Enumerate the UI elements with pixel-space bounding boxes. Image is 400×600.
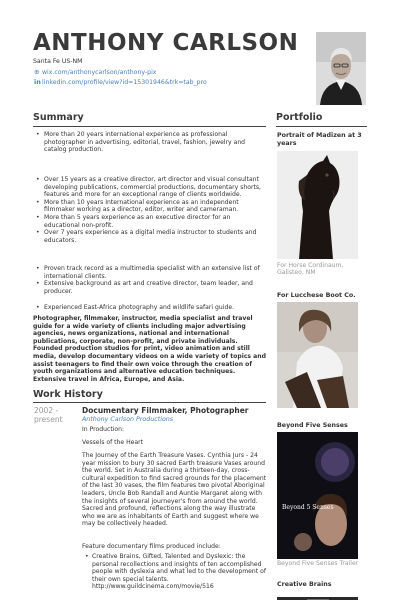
linkedin-icon: in	[34, 78, 41, 86]
location: Santa Fe US-NM	[33, 58, 83, 65]
feature-films-label: Feature documentary films produced include:	[82, 543, 221, 550]
summary-title: Summary	[33, 112, 84, 123]
summary-bullet: • Over 7 years experience as a digital media instructor to students and educators.	[33, 229, 266, 244]
globe-icon: ⊕	[34, 68, 40, 76]
summary-bullet: • Proven track record as a multimedia specialist with an extensive list of international clients.	[33, 265, 266, 280]
website-link[interactable]	[34, 68, 156, 76]
summary-list-2	[33, 176, 266, 244]
films-list	[82, 553, 267, 591]
job-dates: 2002 - present	[34, 406, 63, 424]
work-history-title: Work History	[33, 389, 103, 400]
portfolio-image-poster[interactable]	[277, 432, 358, 559]
film-item: • Creative Brains, Gifted, Talented and Dyslexic: the personal recollections and insights of ten accomplished people with dyslexia and what led to the development of their own special talents. http://www.guildcinema.com/movie/516	[82, 553, 267, 591]
summary-list-3	[33, 265, 266, 295]
profile-photo	[316, 32, 366, 105]
linkedin-text[interactable]: linkedin.com/profile/view?id=15301946&trk=tab_pro	[42, 79, 207, 86]
portfolio-caption-1: Portrait of Madizen at 3 years	[277, 132, 362, 147]
portfolio-title: Portfolio	[276, 112, 323, 123]
summary-bullet: • More than 20 years international experience as professional photographer in advertising, editorial, travel, fashion, jewelry and catalog production.	[33, 131, 266, 154]
summary-list-1	[33, 131, 266, 154]
portfolio-caption-2: For Lucchese Boot Co.	[277, 292, 356, 299]
summary-divider	[33, 126, 266, 127]
job-in-production: In Production:	[82, 426, 125, 433]
website-text[interactable]: wix.com/anthonycarlson/anthony-pix	[42, 69, 157, 76]
job-project: Vessels of the Heart	[82, 439, 144, 446]
portfolio-image-horse[interactable]	[277, 151, 358, 259]
summary-bullet: • More than 5 years experience as an executive director for an educational non-profit.	[33, 214, 266, 229]
poster-title: Beyond 5 Senses	[282, 504, 334, 511]
summary-bullet: • Experienced East-Africa photography and wildlife safari guide.	[33, 304, 266, 312]
portfolio-image-boots[interactable]	[277, 302, 358, 408]
summary-bullet: • Over 15 years as a creative director, art director and visual consultant developing publications, commercial productions, documentary shorts, features and more for an exceptional range of clients worldwide.	[33, 176, 266, 199]
portfolio-image-creative-brains[interactable]	[277, 591, 358, 600]
summary-bullet: • More than 10 years International experience as an independent filmmaker working as a director, editor, writer and cameraman.	[33, 199, 266, 214]
summary-bullet: • Extensive background as art and creative director, team leader, and producer.	[33, 280, 266, 295]
portfolio-caption-3: Beyond Five Senses	[277, 422, 348, 429]
portfolio-caption-4: Creative Brains	[277, 581, 332, 588]
summary-list-4	[33, 304, 266, 312]
work-history-divider	[33, 402, 266, 403]
job-description: The Journey of the Earth Treasure Vases. Cynthia Jurs - 24 year mission to bury 30 sacred Earth treasure Vases around the world. Set in Australia during a thirteen-day, cross-cultural expedition to find sacred grounds for the placement of the last 30 vases, the film features two pivotal Aboriginal leaders, Uncle Bob Randall and Auntie Margaret along with the insights of several journeyer's from around the world. Sacred and profound, reflections along the way illustrate who we are as inhabitants of Earth and suggest where we may be collectively headed.	[82, 452, 267, 528]
portfolio-subcaption-3: Beyond Five Senses Trailer	[277, 560, 359, 567]
linkedin-link[interactable]	[34, 78, 207, 86]
portfolio-subcaption-1: For Horse Cordinaum, Galisteo, NM	[277, 262, 344, 277]
job-title: Documentary Filmmaker, Photographer	[82, 406, 249, 415]
candidate-name: ANTHONY CARLSON	[33, 30, 299, 56]
job-company[interactable]: Anthony Carlson Productions	[82, 416, 174, 423]
summary-paragraph: Photographer, filmmaker, instructor, media specialist and travel guide for a wide variety of clients including major advertising agencies, news organizations, national and international publications, corporate, non-profit, and private individuals. Founded production studios for print, video animation and still media, develop documentary videos on a wide variety of topics and assist teenagers to find their own voice through the creation of youth organizations and alternative education techniques. Extensive travel in Africa, Europe, and Asia.	[33, 315, 266, 383]
portfolio-divider	[276, 126, 367, 127]
